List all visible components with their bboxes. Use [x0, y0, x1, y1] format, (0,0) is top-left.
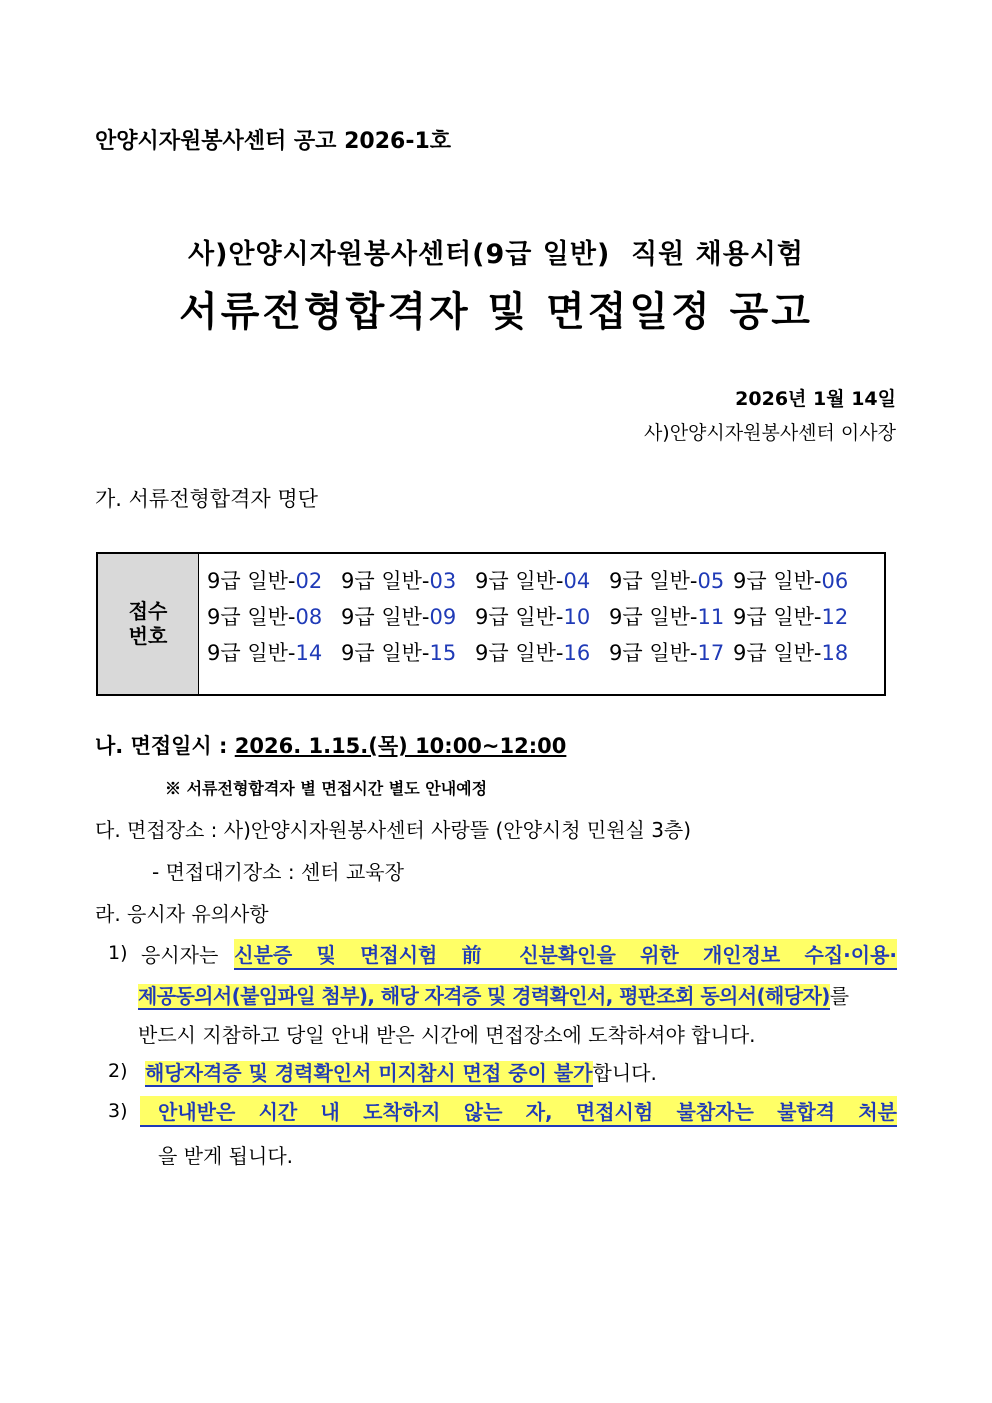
- table-cell: [475, 565, 609, 595]
- table-body: [199, 554, 884, 694]
- item-3-line-1: [140, 1096, 897, 1127]
- table-cell: [341, 601, 475, 631]
- item-3-line-2: 을 받게 됩니다.: [158, 1144, 293, 1168]
- page-title: 서류전형합격자 및 면접일정 공고: [179, 289, 813, 335]
- cell-prefix: 9급 일반-: [609, 569, 698, 593]
- cell-prefix: 9급 일반-: [341, 641, 430, 665]
- cell-number: 11: [697, 605, 725, 629]
- table-cell: [733, 601, 867, 631]
- item-2-number: 2): [108, 1060, 128, 1082]
- table-cell: [609, 601, 733, 631]
- table-cell: [609, 565, 733, 595]
- cell-prefix: 9급 일반-: [341, 569, 430, 593]
- interview-date-label: 나. 면접일시 :: [95, 734, 235, 758]
- table-cell: [733, 565, 867, 595]
- pass-list-table: [96, 552, 886, 696]
- cell-prefix: 9급 일반-: [341, 605, 430, 629]
- table-cell: [341, 565, 475, 595]
- section-a-heading: 가. 서류전형합격자 명단: [95, 487, 318, 511]
- table-cell: [341, 637, 475, 667]
- item-1-line-1: [141, 939, 897, 970]
- table-row: [207, 562, 884, 598]
- table-row: [207, 598, 884, 634]
- interview-note: ※ 서류전형합격자 별 면접시간 별도 안내예정: [165, 779, 488, 798]
- section-b: [95, 730, 578, 760]
- item-3-number: 3): [108, 1100, 128, 1122]
- interview-location: 다. 면접장소 : 사)안양시자원봉사센터 사랑뜰 (안양시청 민원실 3층): [95, 818, 692, 842]
- cell-number: 17: [697, 641, 725, 665]
- table-cell: [733, 637, 867, 667]
- cell-prefix: 9급 일반-: [207, 641, 296, 665]
- cell-prefix: 9급 일반-: [733, 641, 822, 665]
- cell-number: 05: [697, 569, 725, 593]
- table-cell: [609, 637, 733, 667]
- cell-prefix: 9급 일반-: [475, 641, 564, 665]
- table-cell: [207, 601, 341, 631]
- item-1-highlight-2: 제공동의서(붙임파일 첨부), 해당 자격증 및 경력확인서, 평판조회 동의서(해당자): [138, 984, 830, 1008]
- cell-number: 03: [429, 569, 457, 593]
- item-1-number: 1): [108, 942, 128, 964]
- table-cell: [207, 637, 341, 667]
- title-line-1: 사)안양시자원봉사센터(9급 일반) 직원 채용시험: [188, 239, 804, 270]
- item-2: [145, 1057, 657, 1086]
- cell-prefix: 9급 일반-: [733, 569, 822, 593]
- cell-prefix: 9급 일반-: [207, 605, 296, 629]
- section-d-heading: 라. 응시자 유의사항: [95, 902, 269, 926]
- item-3-highlight: 안내받은 시간 내 도착하지 않는 자, 면접시험 불참자는 불합격 처분: [140, 1096, 897, 1127]
- cell-prefix: 9급 일반-: [609, 641, 698, 665]
- table-row: [207, 634, 884, 670]
- cell-number: 14: [295, 641, 323, 665]
- item-2-highlight: 해당자격증 및 경력확인서 미지참시 면접 중이 불가: [145, 1061, 593, 1085]
- notice-date: 2026년 1월 14일: [735, 388, 896, 410]
- cell-prefix: 9급 일반-: [609, 605, 698, 629]
- cell-number: 09: [429, 605, 457, 629]
- cell-number: 10: [563, 605, 591, 629]
- cell-number: 15: [429, 641, 457, 665]
- notice-number: 안양시자원봉사센터 공고 2026-1호: [95, 129, 452, 154]
- table-header-line-2: 번호: [128, 624, 168, 648]
- table-cell: [475, 637, 609, 667]
- cell-number: 06: [821, 569, 849, 593]
- cell-prefix: 9급 일반-: [475, 569, 564, 593]
- cell-prefix: 9급 일반-: [207, 569, 296, 593]
- item-1-tail: 를: [829, 984, 850, 1008]
- item-1-lead: 응시자는: [141, 943, 219, 967]
- item-1-highlight-1: 신분증 및 면접시험 前 신분확인을 위한 개인정보 수집·이용·: [234, 939, 897, 970]
- item-1-line-3: 반드시 지참하고 당일 안내 받은 시간에 면접장소에 도착하셔야 합니다.: [138, 1023, 756, 1047]
- cell-number: 08: [295, 605, 323, 629]
- waiting-location: - 면접대기장소 : 센터 교육장: [152, 860, 404, 884]
- cell-prefix: 9급 일반-: [733, 605, 822, 629]
- interview-date-value: 2026. 1.15.(목) 10:00~12:00: [234, 734, 567, 758]
- cell-number: 18: [821, 641, 849, 665]
- cell-number: 02: [295, 569, 323, 593]
- table-header-line-1: 접수: [128, 599, 168, 623]
- cell-number: 12: [821, 605, 849, 629]
- table-cell: [207, 565, 341, 595]
- cell-prefix: 9급 일반-: [475, 605, 564, 629]
- table-cell: [475, 601, 609, 631]
- table-header: [98, 554, 199, 694]
- issuer: 사)안양시자원봉사센터 이사장: [643, 422, 896, 444]
- cell-number: 04: [563, 569, 591, 593]
- item-1-line-2: [138, 980, 849, 1009]
- item-2-tail: 합니다.: [592, 1061, 657, 1085]
- cell-number: 16: [563, 641, 591, 665]
